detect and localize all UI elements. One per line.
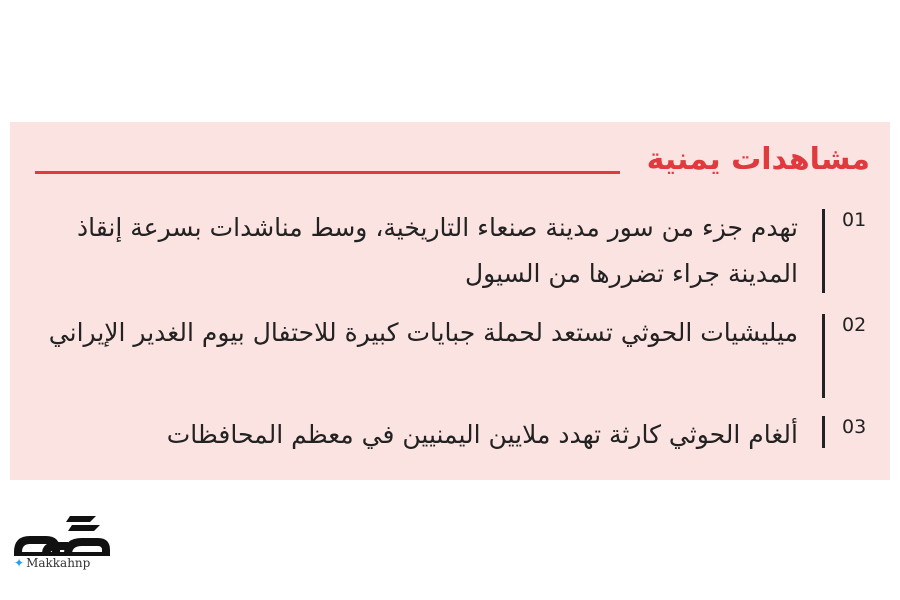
handle-text: Makkahnp bbox=[26, 556, 91, 570]
list-item bbox=[10, 412, 890, 458]
item-number: 03 bbox=[842, 416, 867, 438]
panel-heading: مشاهدات يمنية bbox=[646, 142, 870, 177]
item-number: 02 bbox=[842, 314, 867, 336]
item-divider bbox=[822, 416, 825, 448]
social-handle[interactable] bbox=[14, 556, 90, 570]
item-text: ألغام الحوثي كارثة تهدد ملايين اليمنيين في معظم المحافظات bbox=[166, 420, 798, 449]
heading-row bbox=[10, 140, 890, 190]
item-divider bbox=[822, 209, 825, 293]
item-number: 01 bbox=[842, 209, 867, 231]
list-item bbox=[10, 310, 890, 402]
item-text: ميليشيات الحوثي تستعد لحملة جبايات كبيرة للاحتفال بيوم الغدير الإيراني bbox=[48, 318, 798, 347]
heading-rule bbox=[35, 171, 620, 174]
news-panel bbox=[10, 122, 890, 480]
item-text: تهدم جزء من سور مدينة صنعاء التاريخية، وسط مناشدات بسرعة إنقاذ المدينة جراء تضررها من السيول bbox=[77, 213, 798, 288]
twitter-bird-icon: ✦ bbox=[14, 556, 25, 570]
list-item bbox=[10, 205, 890, 297]
item-divider bbox=[822, 314, 825, 398]
